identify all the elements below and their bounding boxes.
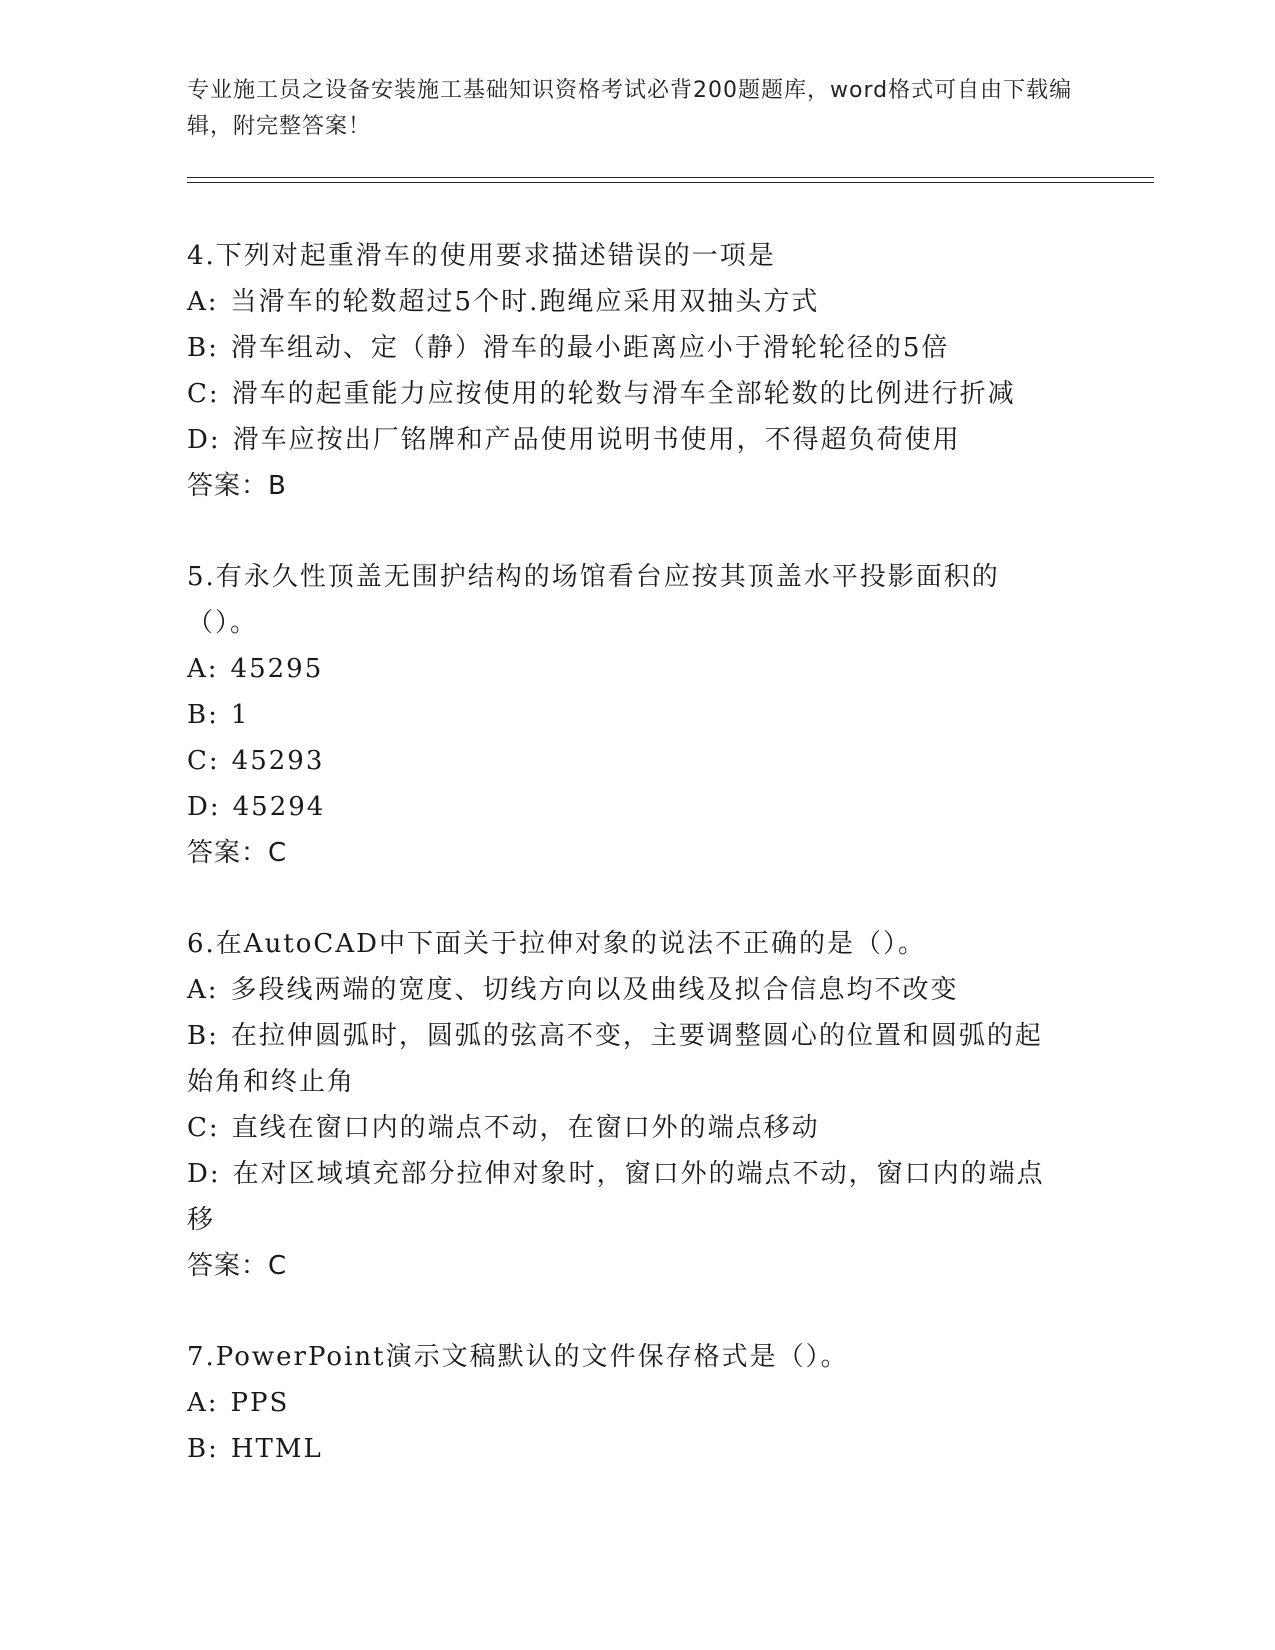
option-label: A: [187,1388,219,1418]
question-7 [187,1334,1087,1472]
option-d [187,417,1087,463]
question-stem: 5.有永久性顶盖无围护结构的场馆看台应按其顶盖水平投影面积的（）。 [187,562,1000,638]
option-d [187,1151,1057,1243]
option-a [187,967,1087,1013]
document-header: 专业施工员之设备安装施工基础知识资格考试必背200题题库，word格式可自由下载编辑，附完整答案！ [187,78,1073,139]
question-stem: 4.下列对起重滑车的使用要求描述错误的一项是 [187,241,776,271]
option-d [187,784,1087,830]
option-c [187,371,1087,417]
option-text: 45293 [231,746,325,776]
option-a [187,1380,1087,1426]
option-label: C: [187,1113,220,1143]
option-text: PPS [230,1388,290,1418]
question-6 [187,921,1087,1289]
answer-line: 答案：B [187,471,287,501]
question-5 [187,554,1087,876]
option-label: D: [187,1159,221,1189]
option-label: C: [187,379,220,409]
header-rule-top [187,177,1154,178]
option-b [187,1426,1087,1472]
option-label: B: [187,1434,219,1464]
option-b [187,692,1087,738]
option-label: B: [187,1021,219,1051]
question-spacer [187,876,1087,921]
question-spacer [187,1289,1087,1334]
option-c [187,738,1087,784]
question-stem: 7.PowerPoint演示文稿默认的文件保存格式是（）。 [187,1342,849,1372]
question-stem: 6.在AutoCAD中下面关于拉伸对象的说法不正确的是（）。 [187,929,926,959]
question-spacer [187,509,1087,554]
option-label: B: [187,700,219,730]
option-label: A: [187,287,219,317]
option-text: 在对区域填充部分拉伸对象时，窗口外的端点不动，窗口内的端点移 [187,1159,1045,1235]
option-a [187,646,1087,692]
option-text: 多段线两端的宽度、切线方向以及曲线及拟合信息均不改变 [230,975,959,1005]
question-4 [187,233,1087,509]
answer-line: 答案：C [187,1251,288,1281]
option-text: 当滑车的轮数超过5个时.跑绳应采用双抽头方式 [230,287,820,317]
option-text: 45295 [230,654,324,684]
question-list [187,233,1087,1472]
option-text: 在拉伸圆弧时，圆弧的弦高不变，主要调整圆心的位置和圆弧的起始角和终止角 [187,1021,1043,1097]
option-text: 滑车应按出厂铭牌和产品使用说明书使用，不得超负荷使用 [232,425,961,455]
option-label: C: [187,746,220,776]
option-label: A: [187,975,219,1005]
option-text: 滑车的起重能力应按使用的轮数与滑车全部轮数的比例进行折减 [231,379,1016,409]
option-label: D: [187,792,221,822]
option-a [187,279,1087,325]
option-text: 直线在窗口内的端点不动，在窗口外的端点移动 [231,1113,820,1143]
option-text: 滑车组动、定（静）滑车的最小距离应小于滑轮轮径的5倍 [230,333,950,363]
option-c [187,1105,1087,1151]
option-label: B: [187,333,219,363]
option-b [187,1013,1057,1105]
option-b [187,325,1087,371]
option-text: HTML [230,1434,323,1464]
header-rule-bottom [187,182,1154,183]
option-label: D: [187,425,221,455]
option-text: 45294 [232,792,326,822]
answer-line: 答案：C [187,838,288,868]
option-text: 1 [230,700,250,730]
option-label: A: [187,654,219,684]
